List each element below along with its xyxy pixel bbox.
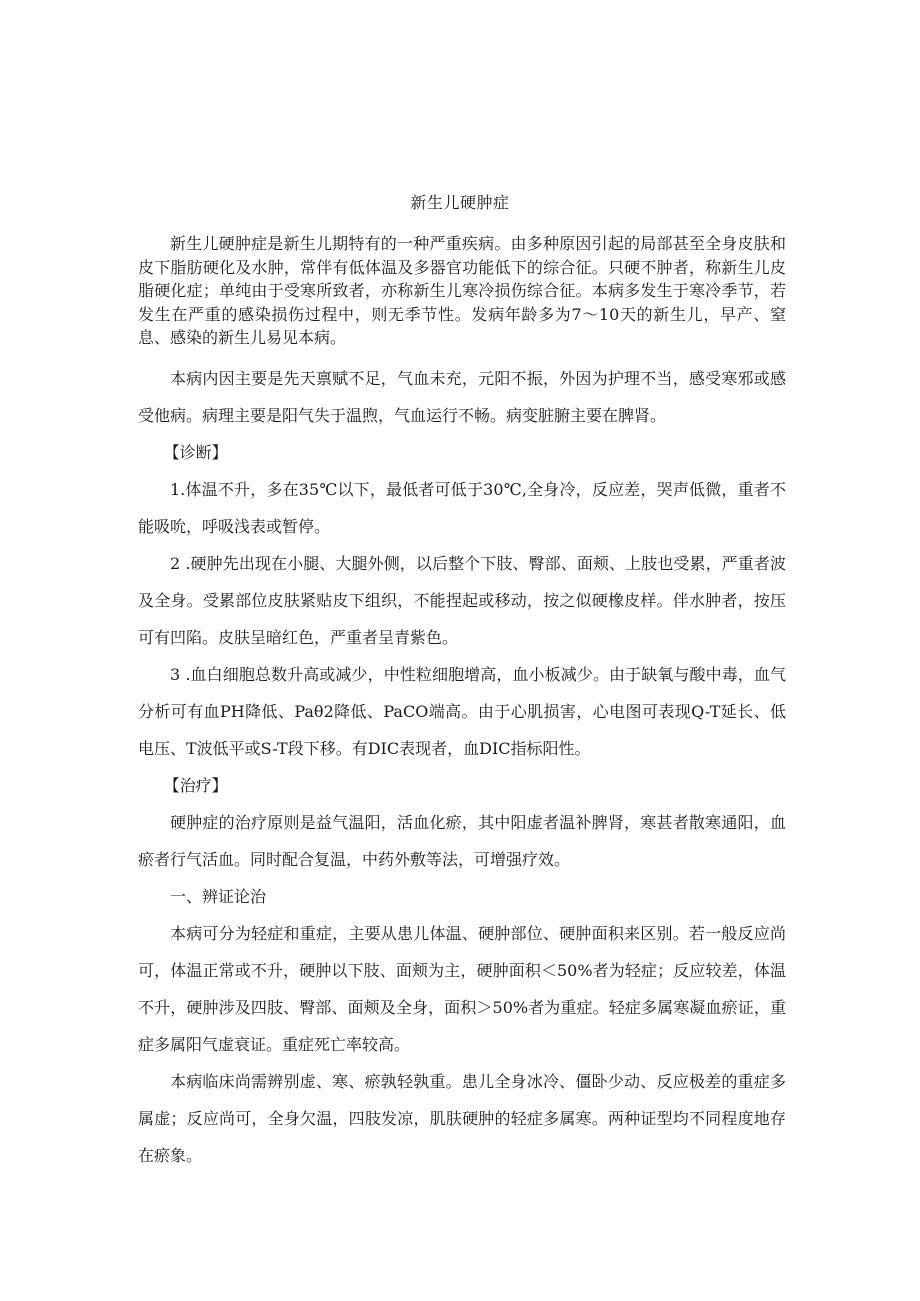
paragraph-deficiency-cold-stasis: 本病临床尚需辨别虚、寒、瘀孰轻孰重。患儿全身冰冷、僵卧少动、反应极差的重症多属虚；反应尚可，全身欠温，四肢发凉，肌肤硬肿的轻症多属寒。两种证型均不同程度地存在瘀象。 [138, 1071, 786, 1165]
diagnosis-item-1: 1.体温不升，多在35℃以下，最低者可低于30℃,全身冷，反应差，哭声低微，重者不能吸吮，呼吸浅表或暂停。 [138, 479, 786, 536]
paragraph-etiology: 本病内因主要是先天禀赋不足，气血未充，元阳不振，外因为护理不当，感受寒邪或感受他病。病理主要是阳气失于温煦，气血运行不畅。病变脏腑主要在脾肾。 [138, 368, 786, 425]
paragraph-treatment-principle: 硬肿症的治疗原则是益气温阳，活血化瘀，其中阳虚者温补脾肾，寒甚者散寒通阳，血瘀者行气活血。同时配合复温，中药外敷等法，可增强疗效。 [138, 812, 786, 869]
section-heading-diagnosis: 【诊断】 [163, 442, 228, 462]
paragraph-severity: 本病可分为轻症和重症，主要从患儿体温、硬肿部位、硬肿面积来区别。若一般反应尚可，体温正常或不升，硬肿以下肢、面颊为主，硬肿面积＜50%者为轻症；反应较差，体温不升，硬肿涉及四肢、臀部、面颊及全身，面积＞50%者为重症。轻症多属寒凝血瘀证，重症多属阳气虚衰证。重症死亡率较高。 [138, 923, 786, 1054]
section-heading-treatment: 【治疗】 [163, 775, 228, 795]
diagnosis-item-2: 2 .硬肿先出现在小腿、大腿外侧，以后整个下肢、臀部、面颊、上肢也受累，严重者波及全身。受累部位皮肤紧贴皮下组织，不能捏起或移动，按之似硬橡皮样。伴水肿者，按压可有凹陷。皮肤呈暗红色，严重者呈青紫色。 [138, 553, 786, 647]
paragraph-intro: 新生儿硬肿症是新生儿期特有的一种严重疾病。由多种原因引起的局部甚至全身皮肤和皮下脂肪硬化及水肿，常伴有低体温及多器官功能低下的综合征。只硬不肿者，称新生儿皮脂硬化症；单纯由于受寒所致者，亦称新生儿寒冷损伤综合征。本病多发生于寒冷季节，若发生在严重的感染损伤过程中，则无季节性。发病年龄多为7～10天的新生儿，早产、窒息、感染的新生儿易见本病。 [138, 234, 786, 347]
diagnosis-item-3: 3 .血白细胞总数升高或减少，中性粒细胞增高，血小板减少。由于缺氧与酸中毒，血气分析可有血PH降低、Paθ2降低、PaCO端高。由于心肌损害，心电图可表现Q-T延长、低电压、T波低平或S-T段下移。有DIC表现者，血DIC指标阳性。 [138, 664, 786, 758]
subsection-heading-differentiation: 一、辨证论治 [170, 886, 267, 906]
document-title: 新生儿硬肿症 [410, 193, 510, 212]
document-body [138, 232, 786, 1174]
